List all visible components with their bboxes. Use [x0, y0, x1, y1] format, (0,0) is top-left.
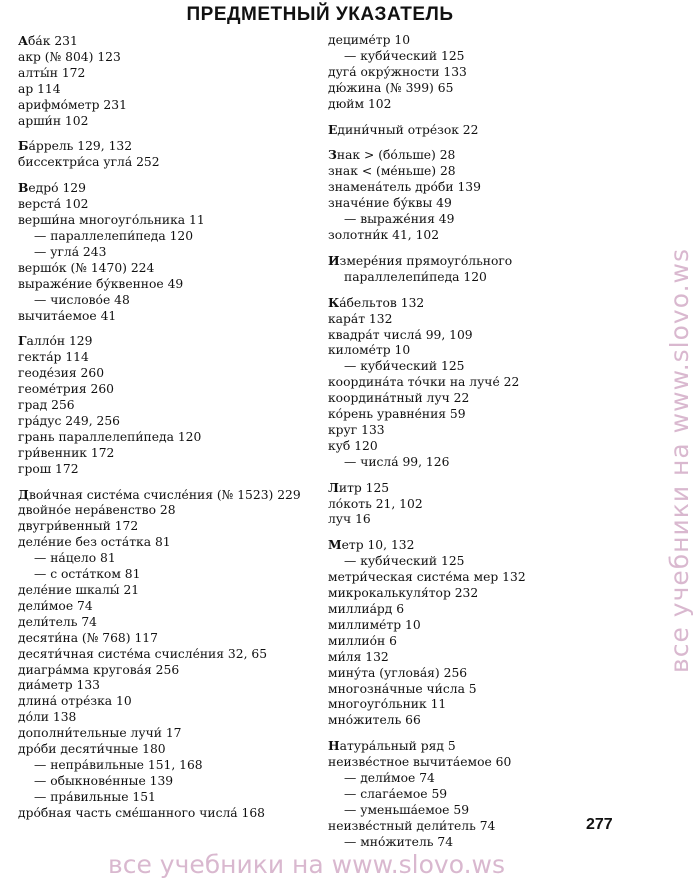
- index-entry: дели́мое 74: [18, 598, 93, 613]
- index-entry: деле́ние шкалы́ 21: [18, 583, 140, 597]
- entry-text: итр 125: [338, 480, 390, 495]
- index-entry: дополни́тельные лучи́ 17: [18, 726, 182, 741]
- index-entry: куб 120: [328, 438, 378, 453]
- index-entry: миллиме́тр 10: [328, 617, 421, 632]
- index-entry: параллелепи́педа 120: [344, 269, 487, 284]
- index-entry: дели́тель 74: [18, 614, 97, 629]
- index-entry: круг 133: [328, 422, 385, 437]
- index-entry: верши́на многоуго́льника 11: [18, 213, 205, 228]
- section-letter: В: [18, 180, 29, 196]
- section-letter: М: [328, 537, 342, 553]
- section-letter: Г: [18, 333, 27, 349]
- index-entry: деле́ние без оста́тка 81: [18, 535, 171, 550]
- index-entry: грош 172: [18, 461, 79, 476]
- section-letter: Н: [328, 738, 340, 754]
- index-entry: [328, 480, 628, 497]
- index-entry: дю́жина (№ 399) 65: [328, 80, 454, 95]
- index-entry: биссектри́са угла́ 252: [18, 155, 160, 170]
- index-column-right: [328, 33, 628, 851]
- entry-text: атура́льный ряд 5: [339, 739, 456, 754]
- index-entry: дро́би десяти́чные 180: [18, 742, 166, 757]
- index-entry: алты́н 172: [18, 65, 86, 80]
- entry-text: нак > (бо́льше) 28: [336, 148, 456, 163]
- index-entry: координа́та то́чки на луче́ 22: [328, 375, 520, 390]
- index-entry: мину́та (углова́я) 256: [328, 665, 468, 680]
- index-entry: десяти́на (№ 768) 117: [18, 630, 158, 645]
- index-entry: геоде́зия 260: [18, 366, 105, 381]
- index-entry: ко́рень уравне́ния 59: [328, 407, 466, 422]
- index-entry: золотни́к 41, 102: [328, 227, 440, 242]
- entry-text: дини́чный отре́зок 22: [337, 122, 479, 137]
- section-letter: Л: [328, 479, 339, 495]
- watermark-vertical-text: все учебники на www.slovo.ws: [664, 247, 694, 673]
- index-entry: квадра́т числа́ 99, 109: [328, 327, 473, 342]
- index-subentry: — куби́ческий 125: [344, 554, 465, 569]
- index-column-left: [18, 33, 318, 822]
- index-entry: дюйм 102: [328, 96, 392, 111]
- index-entry: вычита́емое 41: [18, 308, 117, 323]
- entry-text: змере́ния прямоуго́льного: [339, 253, 513, 268]
- index-entry: метри́ческая систе́ма мер 132: [328, 570, 526, 585]
- watermark-bottom: все учебники на www.slovo.ws: [108, 850, 505, 879]
- index-entry: знак < (ме́ньше) 28: [328, 164, 456, 179]
- section-letter: И: [328, 252, 340, 268]
- index-entry: гра́дус 249, 256: [18, 413, 121, 428]
- index-entry: [18, 138, 318, 155]
- index-entry: ар 114: [18, 81, 61, 96]
- section-letter: Б: [18, 138, 29, 154]
- index-entry: дро́бная часть сме́шанного числа́ 168: [18, 805, 265, 820]
- index-entry: неизве́стное вычита́емое 60: [328, 755, 512, 770]
- index-entry: диагра́мма кругова́я 256: [18, 662, 180, 677]
- index-entry: дуга́ окру́жности 133: [328, 64, 467, 79]
- index-subentry: — на́цело 81: [34, 551, 116, 566]
- watermark-vertical: [664, 120, 694, 800]
- index-entry: микрокалькуля́тор 232: [328, 586, 479, 601]
- page-number: 277: [586, 816, 613, 833]
- index-subentry: — уменьша́емое 59: [344, 802, 470, 817]
- index-entry: [328, 295, 628, 312]
- index-subentry: — выраже́ния 49: [344, 212, 455, 227]
- index-entry: двугри́венный 172: [18, 519, 139, 534]
- index-subentry: — дели́мое 74: [344, 771, 435, 786]
- index-entry: арши́н 102: [18, 113, 89, 128]
- index-entry: многозна́чные чи́сла 5: [328, 681, 477, 696]
- entry-text: а́ррель 129, 132: [28, 139, 133, 154]
- index-entry: координа́тный луч 22: [328, 391, 470, 406]
- index-subentry: — слага́емое 59: [344, 786, 448, 801]
- index-entry: двойно́е нера́венство 28: [18, 503, 176, 518]
- section-letter: З: [328, 147, 337, 163]
- section-letter: Д: [18, 486, 29, 502]
- index-subentry: — с оста́тком 81: [34, 567, 141, 582]
- index-entry: геоме́трия 260: [18, 382, 114, 397]
- index-subentry: — числово́е 48: [34, 292, 130, 307]
- index-subentry: — пра́вильные 151: [34, 789, 156, 804]
- index-entry: арифмо́метр 231: [18, 97, 127, 112]
- entry-text: едро́ 129: [28, 181, 86, 196]
- index-subentry: — угла́ 243: [34, 244, 107, 259]
- entry-text: алло́н 129: [26, 334, 93, 349]
- entry-text: етр 10, 132: [341, 538, 415, 553]
- index-subentry: — куби́ческий 125: [344, 359, 465, 374]
- index-entry: десяти́чная систе́ма счисле́ния 32, 65: [18, 646, 268, 661]
- index-entry: [18, 487, 318, 504]
- index-entry: выраже́ние бу́квенное 49: [18, 276, 184, 291]
- index-entry: гри́венник 172: [18, 445, 115, 460]
- section-letter: Е: [328, 121, 338, 137]
- index-entry: знамена́тель дро́би 139: [328, 180, 481, 195]
- section-letter: К: [328, 294, 340, 310]
- index-entry: акр (№ 804) 123: [18, 49, 121, 64]
- index-entry: до́ли 138: [18, 710, 77, 725]
- index-entry: [328, 147, 628, 164]
- entry-text: вои́чная систе́ма счисле́ния (№ 1523) 229: [28, 487, 301, 502]
- index-entry: ло́коть 21, 102: [328, 496, 423, 511]
- index-entry: [18, 180, 318, 197]
- index-subentry: — обыкнове́нные 139: [34, 773, 174, 788]
- index-subentry: — мно́житель 74: [344, 834, 454, 849]
- index-entry: миллио́н 6: [328, 633, 397, 648]
- index-entry: [328, 738, 628, 755]
- index-subentry: — числа́ 99, 126: [344, 454, 450, 469]
- index-entry: град 256: [18, 398, 75, 413]
- index-entry: многоуго́льник 11: [328, 697, 447, 712]
- index-entry: [328, 122, 628, 139]
- index-entry: диа́метр 133: [18, 678, 100, 693]
- index-subentry: — куби́ческий 125: [344, 48, 465, 63]
- index-entry: верста́ 102: [18, 197, 89, 212]
- index-entry: гекта́р 114: [18, 350, 89, 365]
- index-entry: мно́житель 66: [328, 713, 421, 728]
- index-entry: грань параллелепи́педа 120: [18, 429, 202, 444]
- index-entry: киломе́тр 10: [328, 343, 411, 358]
- index-entry: кара́т 132: [328, 311, 393, 326]
- index-entry: вершо́к (№ 1470) 224: [18, 260, 155, 275]
- index-entry: неизве́стный дели́тель 74: [328, 818, 496, 833]
- page-title: ПРЕДМЕТНЫЙ УКАЗАТЕЛЬ: [186, 4, 454, 25]
- index-entry: дециме́тр 10: [328, 33, 411, 47]
- index-entry: [328, 537, 628, 554]
- index-entry: [18, 333, 318, 350]
- index-entry: миллиа́рд 6: [328, 602, 405, 616]
- index-subentry: — параллелепи́педа 120: [34, 228, 194, 243]
- index-entry: [18, 33, 318, 50]
- index-entry: ми́ля 132: [328, 649, 389, 664]
- section-letter: А: [18, 33, 29, 48]
- index-entry: [328, 253, 628, 270]
- entry-text: ба́к 231: [28, 34, 78, 48]
- index-entry: луч 16: [328, 512, 371, 527]
- index-subentry: — непра́вильные 151, 168: [34, 757, 203, 772]
- index-entry: длина́ отре́зка 10: [18, 694, 132, 709]
- entry-text: а́бельтов 132: [339, 295, 425, 310]
- index-entry: значе́ние бу́квы 49: [328, 196, 452, 211]
